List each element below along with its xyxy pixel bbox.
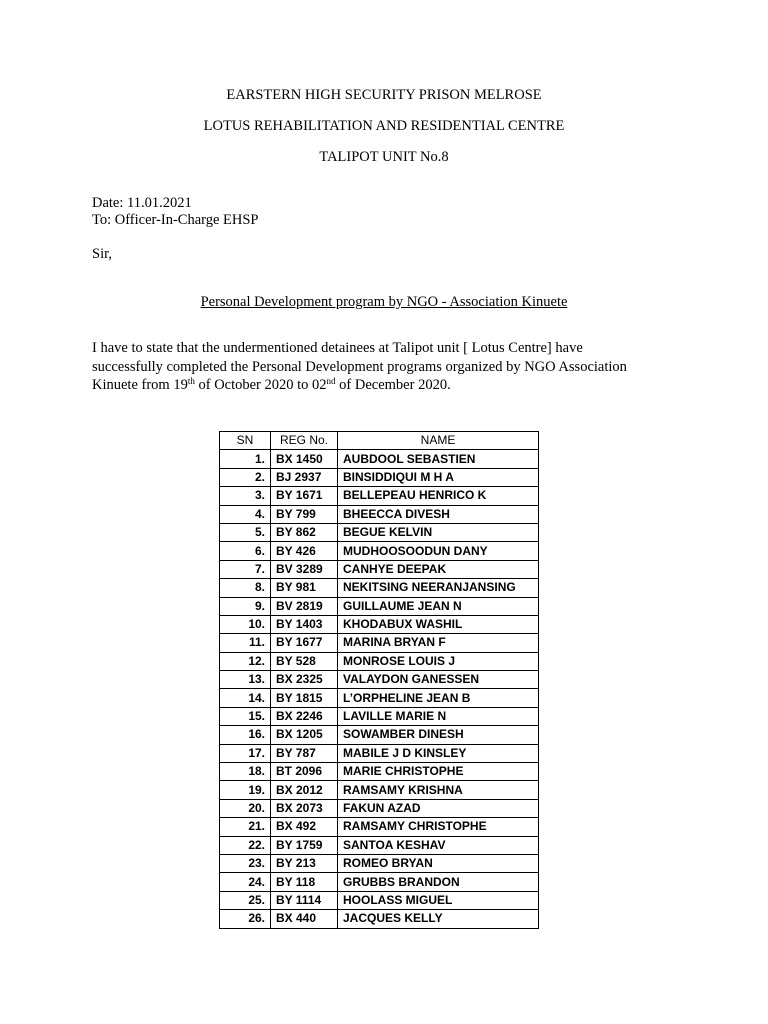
cell-name: AUBDOOL SEBASTIEN — [338, 450, 539, 468]
body-line-2: successfully completed the Personal Development programs organized by NGO Association — [92, 358, 627, 375]
cell-sn: 15. — [220, 707, 271, 725]
superscript-th: th — [187, 376, 195, 386]
table-row — [220, 505, 539, 523]
table-row — [220, 744, 539, 762]
table-row — [220, 781, 539, 799]
cell-reg-no: BX 492 — [271, 818, 338, 836]
cell-sn: 3. — [220, 487, 271, 505]
cell-name: BHEECCA DIVESH — [338, 505, 539, 523]
cell-sn: 7. — [220, 560, 271, 578]
cell-reg-no: BJ 2937 — [271, 468, 338, 486]
cell-name: HOOLASS MIGUEL — [338, 891, 539, 909]
header-name: NAME — [338, 432, 539, 450]
cell-sn: 10. — [220, 615, 271, 633]
cell-name: GRUBBS BRANDON — [338, 873, 539, 891]
cell-name: LAVILLE MARIE N — [338, 707, 539, 725]
cell-reg-no: BY 862 — [271, 523, 338, 541]
cell-name: JACQUES KELLY — [338, 910, 539, 928]
cell-name: GUILLAUME JEAN N — [338, 597, 539, 615]
cell-name: BINSIDDIQUI M H A — [338, 468, 539, 486]
cell-reg-no: BY 799 — [271, 505, 338, 523]
table-row — [220, 836, 539, 854]
cell-sn: 2. — [220, 468, 271, 486]
cell-sn: 9. — [220, 597, 271, 615]
table-row — [220, 450, 539, 468]
cell-sn: 12. — [220, 652, 271, 670]
cell-name: L’ORPHELINE JEAN B — [338, 689, 539, 707]
cell-name: CANHYE DEEPAK — [338, 560, 539, 578]
cell-sn: 22. — [220, 836, 271, 854]
cell-sn: 25. — [220, 891, 271, 909]
body-line-3-part-a: Kinuete from 19 — [92, 377, 188, 393]
cell-sn: 16. — [220, 726, 271, 744]
letter-body — [92, 339, 692, 395]
table-row — [220, 763, 539, 781]
cell-sn: 8. — [220, 579, 271, 597]
table-row — [220, 799, 539, 817]
table-row — [220, 468, 539, 486]
cell-name: BEGUE KELVIN — [338, 523, 539, 541]
cell-name: MONROSE LOUIS J — [338, 652, 539, 670]
cell-sn: 26. — [220, 910, 271, 928]
cell-sn: 23. — [220, 854, 271, 872]
cell-reg-no: BX 2246 — [271, 707, 338, 725]
table-row — [220, 873, 539, 891]
cell-name: RAMSAMY CHRISTOPHE — [338, 818, 539, 836]
table-body — [220, 450, 539, 928]
table-row — [220, 689, 539, 707]
table-header-row — [220, 432, 539, 450]
cell-name: KHODABUX WASHIL — [338, 615, 539, 633]
subject-text: Personal Development program by NGO - Association Kinuete — [200, 294, 568, 310]
header-prison-name: EARSTERN HIGH SECURITY PRISON MELROSE — [226, 87, 542, 103]
detainee-table — [219, 431, 539, 929]
cell-sn: 21. — [220, 818, 271, 836]
cell-reg-no: BY 1114 — [271, 891, 338, 909]
cell-sn: 1. — [220, 450, 271, 468]
header-sn: SN — [220, 432, 271, 450]
cell-sn: 17. — [220, 744, 271, 762]
cell-name: VALAYDON GANESSEN — [338, 671, 539, 689]
header-unit-name: TALIPOT UNIT No.8 — [319, 149, 449, 165]
cell-reg-no: BX 2012 — [271, 781, 338, 799]
cell-name: MUDHOOSOODUN DANY — [338, 542, 539, 560]
letter-date: Date: 11.01.2021 — [92, 195, 192, 211]
table-row — [220, 560, 539, 578]
body-line-3-part-b: of October 2020 to 02 — [194, 377, 327, 393]
table-row — [220, 910, 539, 928]
cell-reg-no: BX 440 — [271, 910, 338, 928]
cell-name: RAMSAMY KRISHNA — [338, 781, 539, 799]
letter-subject — [0, 293, 768, 311]
table-row — [220, 891, 539, 909]
cell-sn: 5. — [220, 523, 271, 541]
cell-reg-no: BY 213 — [271, 854, 338, 872]
cell-sn: 6. — [220, 542, 271, 560]
cell-reg-no: BY 426 — [271, 542, 338, 560]
table-row — [220, 652, 539, 670]
cell-sn: 4. — [220, 505, 271, 523]
cell-name: SOWAMBER DINESH — [338, 726, 539, 744]
superscript-nd: nd — [326, 376, 336, 386]
cell-sn: 20. — [220, 799, 271, 817]
cell-reg-no: BY 787 — [271, 744, 338, 762]
cell-name: ROMEO BRYAN — [338, 854, 539, 872]
table-row — [220, 523, 539, 541]
cell-name: MABILE J D KINSLEY — [338, 744, 539, 762]
cell-reg-no: BY 528 — [271, 652, 338, 670]
cell-name: NEKITSING NEERANJANSING — [338, 579, 539, 597]
table-row — [220, 542, 539, 560]
cell-reg-no: BY 1671 — [271, 487, 338, 505]
table-row — [220, 671, 539, 689]
cell-sn: 14. — [220, 689, 271, 707]
body-line-1: I have to state that the undermentioned detainees at Talipot unit [ Lotus Centre] have — [92, 340, 583, 356]
cell-reg-no: BX 2073 — [271, 799, 338, 817]
cell-name: BELLEPEAU HENRICO K — [338, 487, 539, 505]
cell-sn: 11. — [220, 634, 271, 652]
cell-reg-no: BY 981 — [271, 579, 338, 597]
table-row — [220, 854, 539, 872]
letter-salutation: Sir, — [92, 246, 112, 262]
body-line-3-part-c: of December 2020. — [335, 377, 451, 393]
cell-reg-no: BV 3289 — [271, 560, 338, 578]
table-row — [220, 597, 539, 615]
table-row — [220, 634, 539, 652]
table-row — [220, 579, 539, 597]
cell-sn: 13. — [220, 671, 271, 689]
header-centre-name: LOTUS REHABILITATION AND RESIDENTIAL CENTRE — [203, 118, 565, 134]
table-row — [220, 487, 539, 505]
cell-reg-no: BY 1815 — [271, 689, 338, 707]
cell-reg-no: BY 1677 — [271, 634, 338, 652]
table-row — [220, 726, 539, 744]
header-reg-no: REG No. — [271, 432, 338, 450]
cell-name: MARIE CHRISTOPHE — [338, 763, 539, 781]
table-row — [220, 818, 539, 836]
cell-reg-no: BT 2096 — [271, 763, 338, 781]
cell-sn: 19. — [220, 781, 271, 799]
cell-name: FAKUN AZAD — [338, 799, 539, 817]
table-row — [220, 707, 539, 725]
cell-name: SANTOA KESHAV — [338, 836, 539, 854]
body-line-3 — [92, 376, 692, 395]
table-row — [220, 615, 539, 633]
cell-reg-no: BX 2325 — [271, 671, 338, 689]
letter-recipient: To: Officer-In-Charge EHSP — [92, 212, 259, 228]
cell-reg-no: BX 1450 — [271, 450, 338, 468]
cell-reg-no: BX 1205 — [271, 726, 338, 744]
cell-reg-no: BY 1403 — [271, 615, 338, 633]
cell-name: MARINA BRYAN F — [338, 634, 539, 652]
cell-sn: 24. — [220, 873, 271, 891]
cell-reg-no: BY 1759 — [271, 836, 338, 854]
cell-sn: 18. — [220, 763, 271, 781]
cell-reg-no: BY 118 — [271, 873, 338, 891]
cell-reg-no: BV 2819 — [271, 597, 338, 615]
